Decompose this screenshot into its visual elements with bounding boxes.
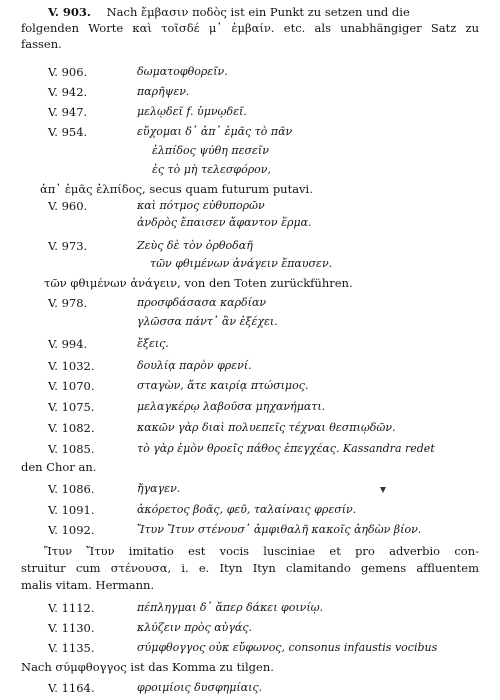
entry-973-text: Ζεὺς δὲ τὸν ὀρθοδαῆ xyxy=(137,239,253,252)
note-1092-line-1: Ἴτυν Ἴτυν imitatio est vocis lusciniae et pro adverbio con- xyxy=(44,544,479,558)
entry-942: V. 942. xyxy=(48,85,88,99)
entry-1135: V. 1135. xyxy=(48,641,95,655)
entry-903 xyxy=(48,4,480,20)
entry-1130: V. 1130. xyxy=(48,621,95,635)
entry-1075: V. 1075. xyxy=(48,400,95,414)
verse-number: V. 906. xyxy=(48,65,88,79)
entry-973: V. 973. xyxy=(48,239,88,253)
entry-947: V. 947. xyxy=(48,105,88,119)
entry-1086-text: ἤγαγεν. xyxy=(137,482,181,495)
entry-1135-text: σύμφθογγος οὐκ εὔφωνος, consonus infaustis vocibus xyxy=(137,641,438,654)
entry-1070-text: σταγὼν, ἅτε καιρίᾳ πτώσιμος. xyxy=(137,379,309,392)
stray-mark xyxy=(380,487,386,493)
entry-1135-cont: Nach σύμφθογγος ist das Komma zu tilgen. xyxy=(21,660,274,674)
note-1092-line-3: malis vitam. Hermann. xyxy=(21,578,155,592)
entry-973-line-2: τῶν φθιμένων ἀνάγειν ἔπαυσεν. xyxy=(150,257,333,270)
entry-1112: V. 1112. xyxy=(48,601,95,615)
entry-906-text: δωματοφθορεῖν. xyxy=(137,65,228,78)
entry-1091: V. 1091. xyxy=(48,503,95,517)
entry-1092: V. 1092. xyxy=(48,523,95,537)
entry-1086: V. 1086. xyxy=(48,482,95,496)
entry-960-line-2: ἀνδρὸς ἔπαισεν ἄφαντον ἕρμα. xyxy=(137,216,312,229)
entry-1112-text: πέπληγμαι δ᾽ ἅπερ δάκει φοινίῳ. xyxy=(137,601,324,614)
entry-text: Nach ἔμβασιν ποδὸς ist ein Punkt zu setzen und die xyxy=(106,5,410,19)
entry-1082: V. 1082. xyxy=(48,421,95,435)
entry-954-text: εὔχομαι δ᾽ ἀπ᾽ ἐμᾶς τὸ πᾶν xyxy=(137,125,293,138)
entry-978-line-2: γλῶσσα πάντ᾽ ἂν ἐξέχει. xyxy=(137,315,278,328)
entry-954-note: ἀπ᾽ ἐμᾶς ἐλπίδος, secus quam futurum putavi. xyxy=(40,182,313,196)
entry-903-cont-2: fassen. xyxy=(21,37,62,51)
entry-1085-text: τὸ γὰρ ἐμὸν θροεῖς πάθος ἐπεγχέας. Kassandra redet xyxy=(137,442,435,455)
entry-978-text: προσφδάσασα καρδίαν xyxy=(137,296,267,309)
entry-1085-cont: den Chor an. xyxy=(21,460,97,474)
entry-954-line-3: ἐς τὸ μὴ τελεσφόρον, xyxy=(152,163,271,176)
entry-954-line-2: ἐλπίδος ψύθη πεσεῖν xyxy=(152,144,269,157)
entry-994: V. 994. xyxy=(48,337,88,351)
entry-954: V. 954. xyxy=(48,125,88,139)
entry-978: V. 978. xyxy=(48,296,88,310)
entry-1164-text: φροιμίοις δυσφημίαις. xyxy=(137,681,263,694)
entry-1032: V. 1032. xyxy=(48,359,95,373)
entry-906 xyxy=(48,64,87,80)
entry-1085: V. 1085. xyxy=(48,442,95,456)
entry-1092-text: Ἴτυν Ἴτυν στένουσ᾽ ἀμφιθαλῆ κακοῖς ἀηδὼν βίον. xyxy=(137,523,422,536)
entry-1130-text: κλύζειν πρὸς αὐγάς. xyxy=(137,621,252,634)
entry-1032-text: δουλίᾳ παρὸν φρενί. xyxy=(137,359,252,372)
entry-1070: V. 1070. xyxy=(48,379,95,393)
verse-number: V. 903. xyxy=(48,5,91,19)
entry-973-note: τῶν φθιμένων ἀνάγειν, von den Toten zurückführen. xyxy=(44,276,353,290)
entry-960: V. 960. xyxy=(48,199,88,213)
entry-1082-text: κακῶν γὰρ διαὶ πολυεπεῖς τέχναι θεσπιῳδῶν. xyxy=(137,421,396,434)
entry-1075-text: μελαγκέρῳ λαβοῦσα μηχανήματι. xyxy=(137,400,326,413)
entry-960-text: καὶ πότμος εὐθυπορῶν xyxy=(137,199,265,212)
entry-942-text: παρῆψεν. xyxy=(137,85,190,98)
entry-1091-text: ἀκόρετος βοᾶς, φεῦ, ταλαίναις φρεσίν. xyxy=(137,503,357,516)
entry-903-cont-1: folgenden Worte καὶ τοῖσδέ μ᾽ ἐμβαίν. etc. als unabhängiger Satz zu xyxy=(21,21,479,35)
note-1092-line-2: struitur cum στένουσα, i. e. Ityn Ityn clamitando gemens affluentem xyxy=(21,561,479,575)
entry-947-text: μελῳδεῖ f. ὑμνῳδεῖ. xyxy=(137,105,247,118)
entry-994-text: ἔξεις. xyxy=(137,337,169,350)
entry-1164: V. 1164. xyxy=(48,681,95,695)
